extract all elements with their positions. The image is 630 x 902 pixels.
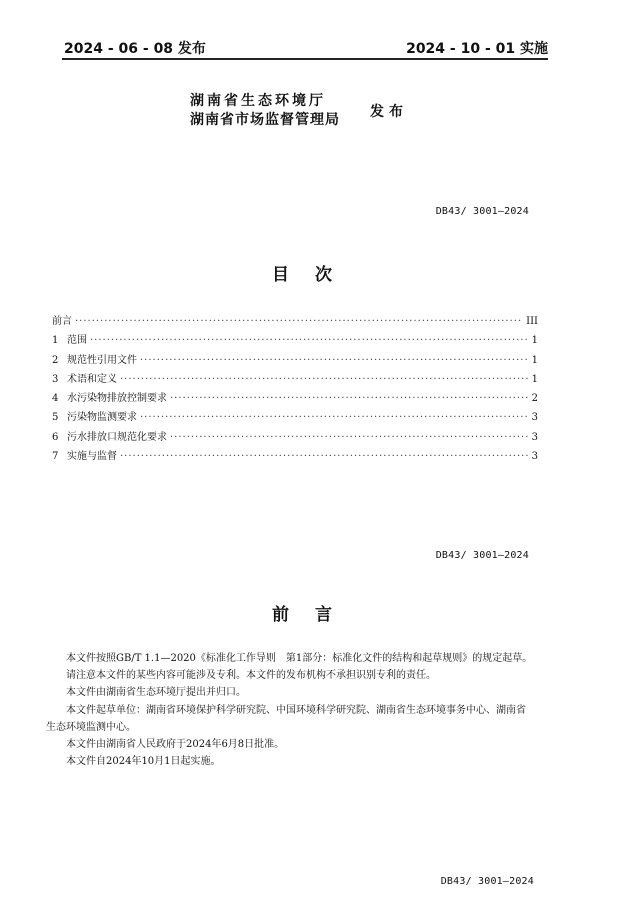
toc-item-label: 范围 xyxy=(67,335,87,347)
implementation-date: 2024 - 10 - 01 实施 xyxy=(406,41,548,57)
toc-item-page: 1 xyxy=(531,373,538,385)
standard-number: DB43/ 3001—2024 xyxy=(440,876,534,887)
toc-item-monitoring[interactable] xyxy=(52,408,538,427)
toc-item-number: 7 xyxy=(52,451,59,463)
toc-item-label: 实施与监督 xyxy=(67,451,117,463)
toc-item-number: 6 xyxy=(52,431,59,443)
foreword-paragraph: 请注意本文件的某些内容可能涉及专利。本文件的发布机构不承担识别专利的责任。 xyxy=(66,670,436,682)
toc-item-label: 污水排放口规范化要求 xyxy=(67,431,167,443)
toc-item-page: 2 xyxy=(531,393,538,405)
standard-number: DB43/ 3001—2024 xyxy=(435,206,529,217)
toc-leader-dots xyxy=(90,335,529,346)
foreword-body xyxy=(46,650,534,770)
toc-item-normative-references[interactable] xyxy=(52,351,538,370)
toc-item-label: 污染物监测要求 xyxy=(67,412,137,424)
toc-leader-dots xyxy=(140,412,529,423)
toc-item-number: 3 xyxy=(52,373,59,385)
issuer-line-2: 湖南省市场监督管理局 xyxy=(190,112,340,128)
toc-item-page: 1 xyxy=(531,354,538,366)
toc-item-page: III xyxy=(526,316,538,327)
toc-item-page: 1 xyxy=(531,335,538,347)
toc-leader-dots xyxy=(140,355,529,366)
header-divider xyxy=(62,58,548,60)
toc-item-label: 水污染物排放控制要求 xyxy=(67,393,167,405)
toc-leader-dots xyxy=(120,451,529,462)
toc-item-scope[interactable] xyxy=(52,331,538,350)
standard-number: DB43/ 3001—2024 xyxy=(435,550,529,561)
toc-item-label: 术语和定义 xyxy=(67,373,117,385)
toc-item-number: 2 xyxy=(52,354,59,366)
toc-item-implementation[interactable] xyxy=(52,447,538,466)
toc-item-label: 前言 xyxy=(52,316,72,327)
toc-leader-dots xyxy=(170,432,529,443)
foreword-paragraph: 本文件按照GB/T 1.1—2020《标准化工作导则 第1部分：标准化文件的结构和起草规则》的规定起草。 xyxy=(66,653,533,664)
toc-item-label: 规范性引用文件 xyxy=(67,354,137,366)
table-of-contents xyxy=(52,312,538,466)
publish-date: 2024 - 06 - 08 发布 xyxy=(64,41,206,57)
foreword-paragraph: 本文件起草单位：湖南省环境保护科学研究院、中国环境科学研究院、湖南省生态环境事务中心、湖南省生态环境监测中心。 xyxy=(46,704,526,733)
issuer-block xyxy=(190,92,340,130)
toc-item-discharge-control[interactable] xyxy=(52,389,538,408)
publish-label: 发布 xyxy=(370,104,408,120)
foreword-paragraph: 本文件由湖南省生态环境厅提出并归口。 xyxy=(66,687,246,699)
foreword-title: 前言 xyxy=(272,605,358,625)
toc-item-foreword[interactable] xyxy=(52,312,538,331)
toc-leader-dots xyxy=(170,393,529,404)
toc-item-number: 4 xyxy=(52,393,59,405)
toc-item-page: 3 xyxy=(531,431,538,443)
toc-leader-dots xyxy=(75,316,523,327)
toc-item-page: 3 xyxy=(531,412,538,424)
toc-item-number: 1 xyxy=(52,335,59,347)
toc-item-number: 5 xyxy=(52,412,59,424)
foreword-paragraph: 本文件由湖南省人民政府于2024年6月8日批准。 xyxy=(66,739,285,751)
issuer-line-1: 湖南省生态环境厅 xyxy=(190,93,326,109)
toc-leader-dots xyxy=(120,374,529,385)
foreword-paragraph: 本文件自2024年10月1日起实施。 xyxy=(66,756,221,768)
toc-title: 目次 xyxy=(272,265,358,285)
toc-item-outlet-standardization[interactable] xyxy=(52,428,538,447)
toc-item-terms[interactable] xyxy=(52,370,538,389)
toc-item-page: 3 xyxy=(531,451,538,463)
